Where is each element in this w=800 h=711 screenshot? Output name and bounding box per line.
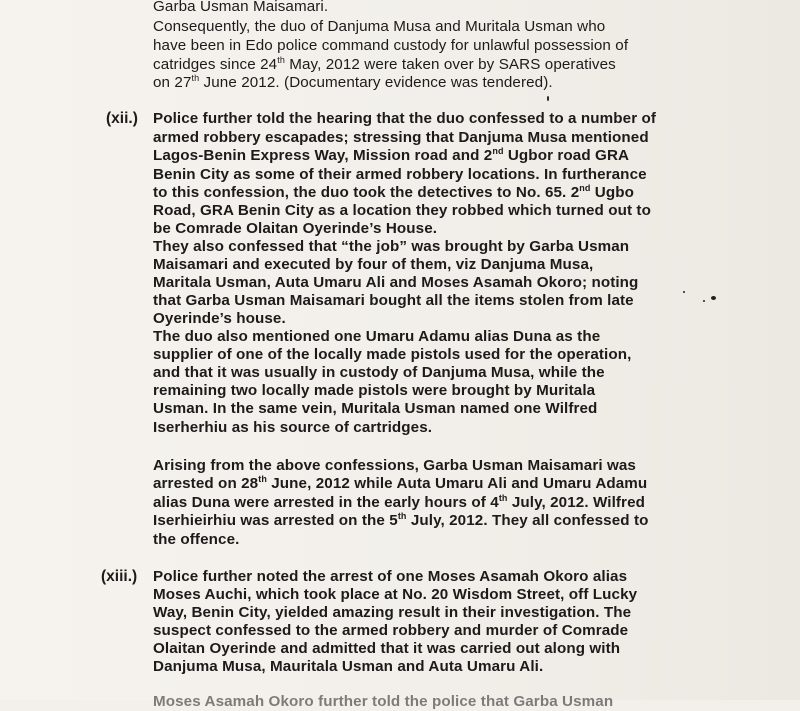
text-line: Moses Auchi, which took place at No. 20 Wisdom Street, off Lucky (153, 586, 638, 603)
text-line: Road, GRA Benin City as a location they robbed which turned out to (153, 202, 651, 219)
scan-speck (711, 296, 716, 300)
text-line: armed robbery escapades; stressing that Danjuma Musa mentioned (153, 129, 649, 146)
text-line: suspect confessed to the armed robbery and murder of Comrade (153, 622, 629, 639)
text-line: Arising from the above confessions, Garba Usman Maisamari was (153, 457, 636, 474)
text-line: They also confessed that “the job” was brought by Garba Usman (153, 238, 630, 255)
text-line: catridges since 24th May, 2012 were taken over by SARS operatives (153, 55, 616, 73)
text-line: to this confession, the duo took the detectives to No. 65. 2nd Ugbo (153, 183, 634, 201)
paragraph-number: (xiii.) (101, 568, 138, 585)
cutoff-text-line: Moses Asamah Okoro further told the police that Garba Usman (153, 693, 614, 710)
text-line: Maritala Usman, Auta Umaru Ali and Moses Asamah Okoro; noting (153, 274, 639, 291)
text-line: Way, Benin City, yielded amazing result in their investigation. The (153, 604, 632, 621)
text-line: Iserherhiu as his source of cartridges. (153, 419, 433, 436)
text-line: Oyerinde’s house. (153, 310, 286, 327)
text-line: Danjuma Musa, Mauritala Usman and Auta Umaru Ali. (153, 658, 544, 675)
text-line: The duo also mentioned one Umaru Adamu alias Duna as the (153, 328, 601, 345)
scan-speck (683, 291, 685, 293)
text-line: on 27th June 2012. (Documentary evidence was tendered). (153, 73, 553, 91)
text-line: Maisamari and executed by four of them, viz Danjuma Musa, (153, 256, 594, 273)
paragraph-number: (xii.) (106, 110, 138, 127)
text-line: be Comrade Olaitan Oyerinde’s House. (153, 220, 438, 237)
text-line: Consequently, the duo of Danjuma Musa and Muritala Usman who (153, 18, 606, 35)
text-line: Iserhieirhiu was arrested on the 5th July, 2012. They all confessed to (153, 511, 649, 529)
text-line: Benin City as some of their armed robbery locations. In furtherance (153, 166, 647, 183)
text-line: supplier of one of the locally made pistols used for the operation, (153, 346, 632, 363)
text-line: that Garba Usman Maisamari bought all the items stolen from late (153, 292, 634, 309)
text-line: the offence. (153, 531, 240, 548)
text-line: arrested on 28th June, 2012 while Auta Umaru Ali and Umaru Adamu (153, 474, 648, 492)
text-line: Police further told the hearing that the duo confessed to a number of (153, 110, 657, 127)
text-line: Lagos-Benin Express Way, Mission road and 2nd Ugbor road GRA (153, 146, 630, 164)
text-line: alias Duna were arrested in the early hours of 4th July, 2012. Wilfred (153, 493, 645, 511)
text-line: have been in Edo police command custody for unlawful possession of (153, 37, 629, 54)
text-line: remaining two locally made pistols were brought by Muritala (153, 382, 596, 399)
text-line: and that it was usually in custody of Danjuma Musa, while the (153, 364, 605, 381)
text-line: Olaitan Oyerinde and admitted that it was carried out along with (153, 640, 621, 657)
text-line: Police further noted the arrest of one Moses Asamah Okoro alias (153, 568, 628, 585)
text-line: Garba Usman Maisamari. (153, 0, 329, 15)
scan-speck (703, 300, 705, 302)
scan-speck (547, 96, 549, 101)
text-line: Usman. In the same vein, Muritala Usman named one Wilfred (153, 400, 598, 417)
